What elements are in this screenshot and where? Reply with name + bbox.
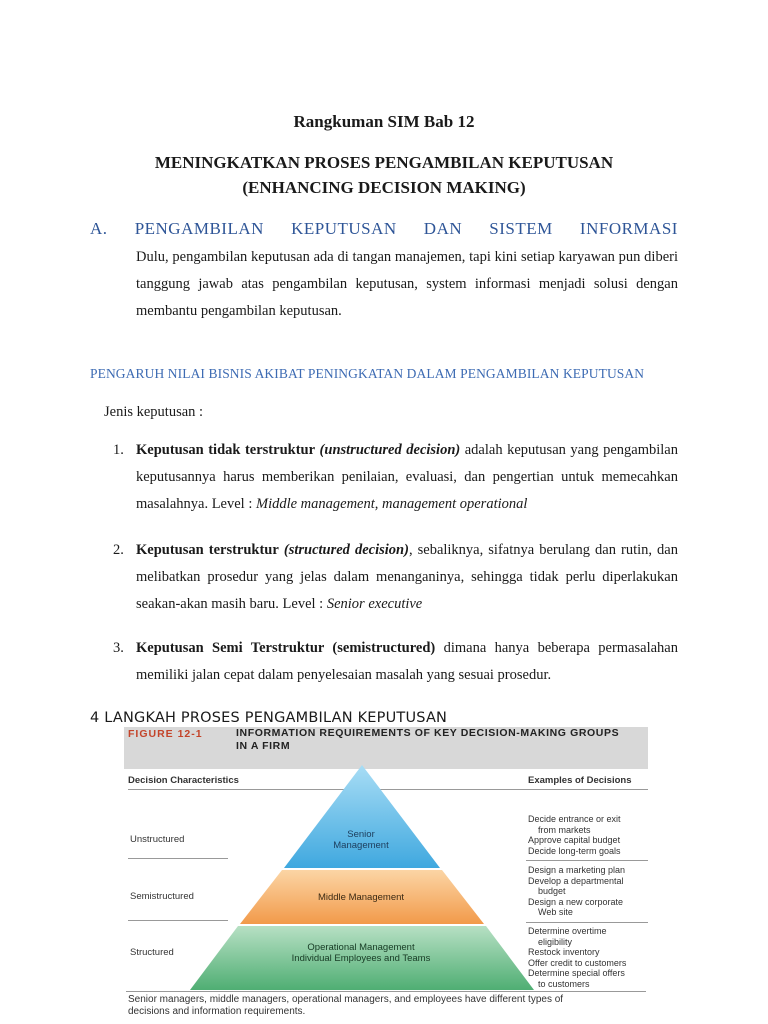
example-line: Determine overtime [528,926,607,936]
caption-divider [126,991,646,992]
decision-characteristics-header: Decision Characteristics [128,775,239,786]
figure-label: FIGURE 12-1 [128,728,203,740]
level-structured: Structured [130,947,174,958]
tier-middle-label: Middle Management [317,892,405,903]
item-number: 3. [113,640,124,656]
pyramid-tier-senior [284,765,440,868]
examples-divider [526,922,648,923]
example-line: Develop a departmental [528,875,624,886]
example-line: Decide entrance or exit [528,814,621,824]
item-bold: Keputusan terstruktur [136,542,279,558]
example-line: to customers [538,978,590,989]
level-divider [128,858,228,859]
example-line: Design a new corporate [528,896,624,907]
item-number: 2. [113,542,124,558]
tier-senior-label [300,829,422,851]
item-italic: Middle management, management operational [255,496,528,512]
example-line: Approve capital budget [528,835,621,845]
item-bold-italic: (unstructured decision) [319,442,461,458]
intro-paragraph-first [136,244,678,325]
langkah-heading: 4 LANGKAH PROSES PENGAMBILAN KEPUTUSAN [90,710,448,726]
section-a-word: DAN [423,219,463,238]
example-line: budget [538,886,566,896]
example-line: Offer credit to customers [528,957,627,968]
level-unstructured: Unstructured [130,834,185,845]
figure-title-line-1: INFORMATION REQUIREMENTS OF KEY DECISION-MAKING GROUPS [236,727,620,739]
list-item [136,537,678,618]
document-title: Rangkuman SIM Bab 12 [293,112,475,131]
section-a-word: INFORMASI [579,219,678,238]
example-line: eligibility [538,936,573,947]
list-item [136,635,678,689]
list-item [136,437,678,518]
figure-caption [128,994,563,1018]
item-bold-italic: (structured decision) [283,542,409,558]
level-divider [128,920,228,921]
caption-line: Senior managers, middle managers, operational managers, and employees have different types of [128,994,564,1005]
examples-senior [528,814,621,856]
examples-header: Examples of Decisions [528,775,632,786]
figure-title-line-2: IN A FIRM [236,740,291,752]
section-a-word: PENGAMBILAN [134,219,264,238]
level-semistructured: Semistructured [130,891,194,902]
example-line: Decide long-term goals [528,845,621,856]
section-a-letter: A. [90,219,108,238]
tier-label-line: Senior [347,829,375,840]
example-line: from markets [538,824,591,835]
example-line: Determine special offers [528,968,625,978]
jenis-label: Jenis keputusan : [104,404,204,420]
tier-label-line: Individual Employees and Teams [291,953,431,964]
item-text: , sebaliknya, sifatnya berulang dan rutin, dan melibatkan prosedur yang jelas dalam menanganinya, sehingga tidak perlu diperlakukan seakan-akan masih baru. Level : [136,542,678,612]
examples-middle [528,865,625,918]
example-line: Restock inventory [528,947,600,957]
item-text: dimana hanya beberapa permasalahan memiliki jalan cepat dalam penyelesaian masalah yang sesuai prosedur. [136,640,678,683]
intro-paragraph: Dulu, pengambilan keputusan ada di tangan manajemen, tapi kini setiap karyawan pun diberi tanggung jawab atas pengambilan keputusan, system informasi menjadi solusi dengan membantu pengambilan keputusan. [136,249,678,319]
heading-line-1: MENINGKATKAN PROSES PENGAMBILAN KEPUTUSAN [154,153,614,172]
item-italic: Senior executive [326,596,423,612]
tier-label-line: Operational Management [307,942,415,953]
tier-operational-label [232,942,490,964]
section-a-word: SISTEM [489,219,553,238]
tier-label-line: Management [333,840,389,851]
heading-line-2: (ENHANCING DECISION MAKING) [242,178,526,197]
item-text: adalah keputusan yang pengambilan keputusannya harus memberikan penilaian, evaluasi, dan pengertian untuk memecahkan masalahnya. Level : [136,442,678,512]
examples-operational [528,926,626,989]
section-a-word: KEPUTUSAN [291,219,397,238]
example-line: Web site [538,907,573,917]
caption-line: decisions and information requirements. [128,1006,306,1017]
subheading: PENGARUH NILAI BISNIS AKIBAT PENINGKATAN DALAM PENGAMBILAN KEPUTUSAN [90,366,645,381]
section-a-heading [90,219,678,239]
example-line: Design a marketing plan [528,865,626,875]
item-bold: Keputusan tidak terstruktur [136,442,316,458]
examples-divider [526,860,648,861]
item-number: 1. [113,442,124,458]
item-bold: Keputusan Semi Terstruktur (semistructured) [136,640,436,656]
